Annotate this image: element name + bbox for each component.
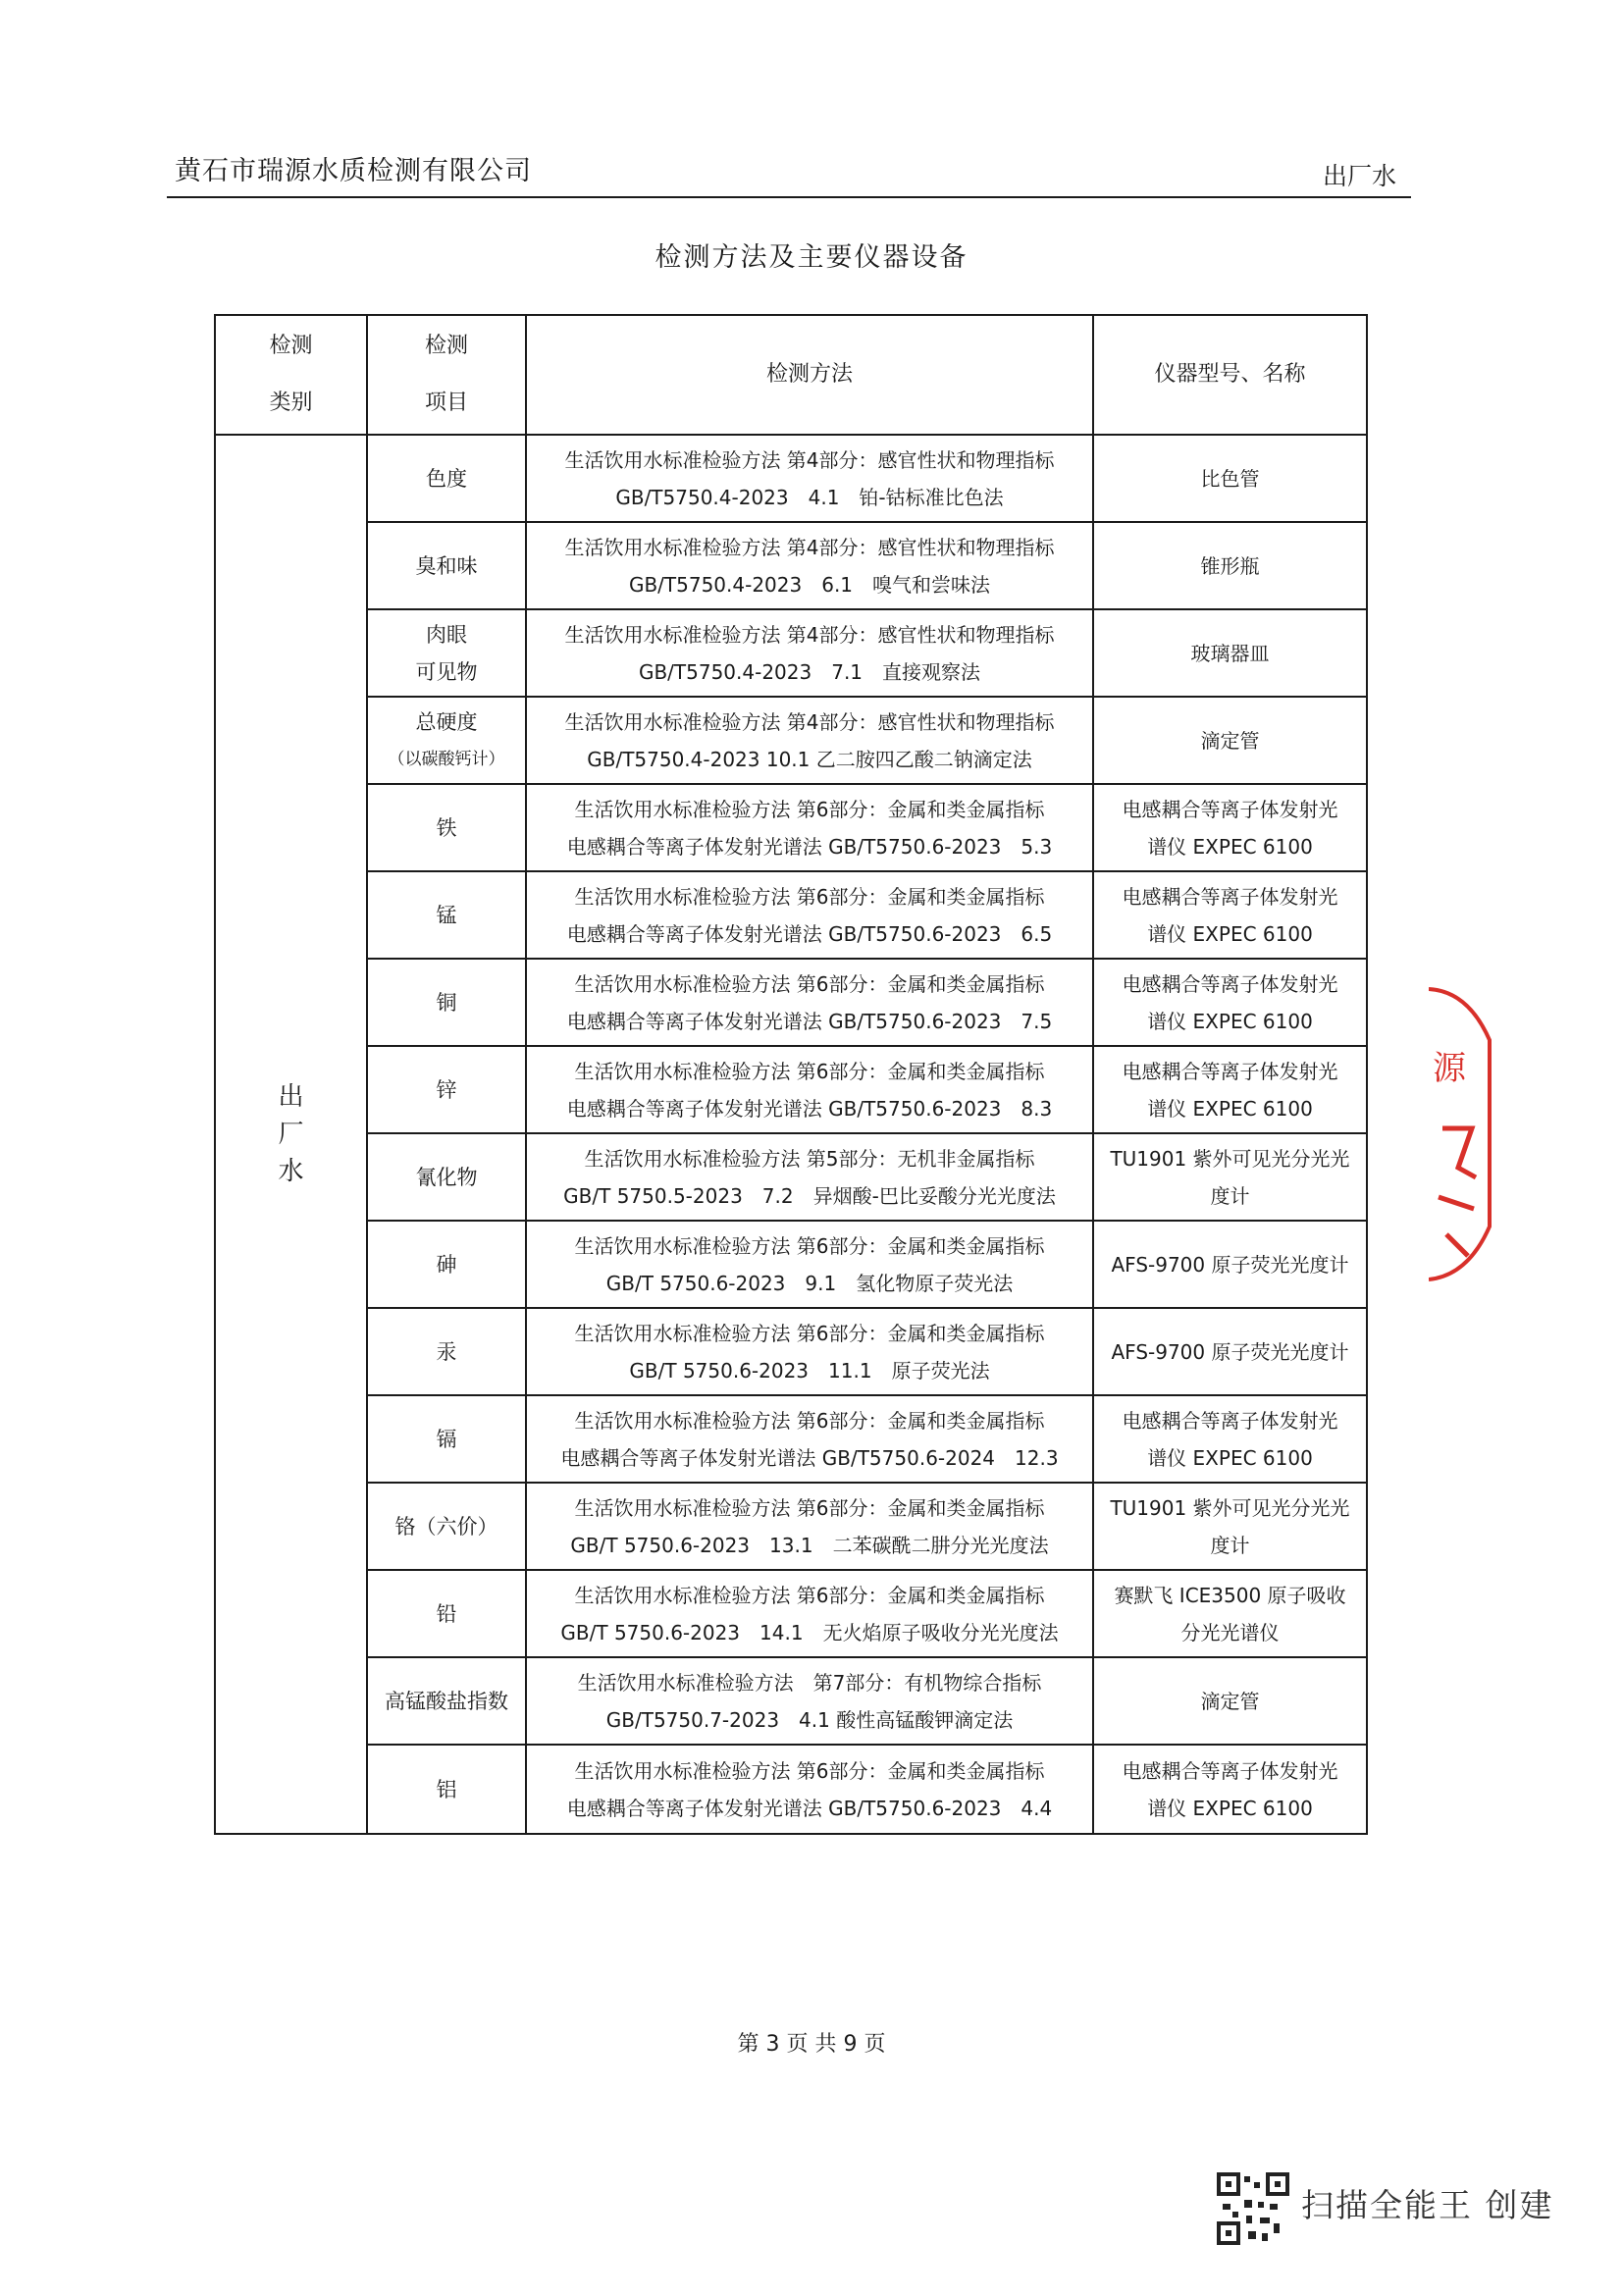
item-name: 镉: [436, 1427, 457, 1451]
method-cell: [526, 1395, 1093, 1483]
instrument-cell: [1093, 522, 1367, 609]
item-name: 铜: [436, 990, 457, 1015]
method-line: GB/T 5750.6-2023 13.1 二苯碳酰二肼分光光度法: [570, 1533, 1049, 1557]
method-line: 生活饮用水标准检验方法 第5部分：无机非金属指标: [584, 1146, 1035, 1171]
table-row: [215, 959, 1367, 1046]
table-row: [215, 871, 1367, 959]
methods-table-container: [214, 314, 1366, 1835]
table-row: [215, 1657, 1367, 1745]
method-line: GB/T 5750.6-2023 14.1 无火焰原子吸收分光光度法: [560, 1620, 1059, 1644]
header-item-line: 检测: [424, 334, 468, 358]
table-row: [215, 1221, 1367, 1308]
method-line: 生活饮用水标准检验方法 第6部分：金属和类金属指标: [574, 1233, 1045, 1258]
item-cell: [367, 609, 526, 697]
instrument-line: 谱仪 EXPEC 6100: [1147, 1445, 1313, 1470]
instrument-line: 玻璃器皿: [1190, 641, 1270, 665]
seal-ring: [1429, 989, 1490, 1279]
method-cell: [526, 435, 1093, 522]
instrument-cell: [1093, 1221, 1367, 1308]
method-line: GB/T5750.4-2023 10.1 乙二胺四乙酸二钠滴定法: [587, 747, 1032, 771]
item-name: 氰化物: [415, 1165, 478, 1189]
item-name: 锰: [436, 903, 457, 927]
instrument-line: 电感耦合等离子体发射光: [1122, 1059, 1338, 1083]
table-row: [215, 1133, 1367, 1221]
instrument-cell: [1093, 959, 1367, 1046]
item-cell: [367, 959, 526, 1046]
instrument-line: 电感耦合等离子体发射光: [1122, 1408, 1338, 1433]
table-row: [215, 784, 1367, 871]
table-row: [215, 1308, 1367, 1395]
item-name: 高锰酸盐指数: [385, 1689, 508, 1713]
instrument-line: 赛默飞 ICE3500 原子吸收: [1114, 1583, 1346, 1607]
table-header-row: [215, 315, 1367, 435]
header-divider: [167, 196, 1411, 198]
item-cell: [367, 1133, 526, 1221]
item-cell: [367, 1745, 526, 1834]
item-name: 铬（六价）: [394, 1514, 498, 1539]
method-cell: [526, 1657, 1093, 1745]
category-char: 厂: [278, 1120, 304, 1149]
method-line: 生活饮用水标准检验方法 第6部分：金属和类金属指标: [574, 884, 1045, 909]
instrument-line: 锥形瓶: [1200, 553, 1260, 578]
method-cell: [526, 1308, 1093, 1395]
method-cell: [526, 871, 1093, 959]
instrument-line: 电感耦合等离子体发射光: [1122, 884, 1338, 909]
item-cell: [367, 435, 526, 522]
instrument-line: 谱仪 EXPEC 6100: [1147, 1096, 1313, 1121]
instrument-line: 滴定管: [1200, 1689, 1260, 1713]
instrument-cell: [1093, 1570, 1367, 1657]
item-name: 臭和味: [415, 553, 478, 578]
item-name: 铁: [436, 815, 457, 840]
item-cell: [367, 522, 526, 609]
item-cell: [367, 1570, 526, 1657]
method-cell: [526, 959, 1093, 1046]
method-cell: [526, 1483, 1093, 1570]
method-line: 电感耦合等离子体发射光谱法 GB/T5750.6-2023 4.4: [566, 1796, 1053, 1820]
instrument-line: 度计: [1210, 1183, 1250, 1208]
instrument-cell: [1093, 1133, 1367, 1221]
method-line: GB/T 5750.5-2023 7.2 异烟酸-巴比妥酸分光光度法: [563, 1183, 1056, 1208]
item-cell: [367, 697, 526, 784]
item-note: （以碳酸钙计）: [388, 749, 505, 769]
header-category: [215, 315, 367, 435]
instrument-cell: [1093, 1657, 1367, 1745]
scanner-watermark: 扫描全能王 创建: [1301, 2186, 1554, 2224]
item-name: 汞: [436, 1339, 457, 1364]
method-line: 生活饮用水标准检验方法 第6部分：金属和类金属指标: [574, 1321, 1045, 1345]
item-name: 铝: [436, 1777, 457, 1801]
table-row: [215, 609, 1367, 697]
method-line: GB/T5750.4-2023 6.1 嗅气和尝味法: [628, 572, 991, 597]
table-row: [215, 1745, 1367, 1834]
instrument-line: 电感耦合等离子体发射光: [1122, 797, 1338, 821]
method-cell: [526, 1133, 1093, 1221]
instrument-line: 分光光谱仪: [1180, 1620, 1280, 1644]
item-cell: [367, 871, 526, 959]
instrument-cell: [1093, 871, 1367, 959]
method-line: GB/T5750.4-2023 7.1 直接观察法: [638, 659, 981, 684]
instrument-line: 比色管: [1200, 466, 1260, 491]
instrument-cell: [1093, 784, 1367, 871]
method-line: 生活饮用水标准检验方法 第4部分：感官性状和物理指标: [564, 535, 1055, 559]
table-row: [215, 435, 1367, 522]
instrument-line: 滴定管: [1200, 728, 1260, 753]
instrument-cell: [1093, 1395, 1367, 1483]
method-line: 生活饮用水标准检验方法 第4部分：感官性状和物理指标: [564, 709, 1055, 734]
instrument-cell: [1093, 1308, 1367, 1395]
table-row: [215, 1395, 1367, 1483]
method-line: 电感耦合等离子体发射光谱法 GB/T5750.6-2023 8.3: [566, 1096, 1053, 1121]
category-char: 水: [278, 1157, 304, 1186]
method-line: 生活饮用水标准检验方法 第6部分：金属和类金属指标: [574, 797, 1045, 821]
item-name: 可见物: [415, 659, 478, 684]
company-name: 黄石市瑞源水质检测有限公司: [175, 156, 532, 186]
table-row: [215, 522, 1367, 609]
method-line: 电感耦合等离子体发射光谱法 GB/T5750.6-2024 12.3: [560, 1445, 1059, 1470]
item-name: 色度: [426, 466, 467, 491]
instrument-line: TU1901 紫外可见光分光光: [1110, 1146, 1350, 1171]
method-line: GB/T 5750.6-2023 9.1 氢化物原子荧光法: [605, 1271, 1014, 1295]
item-name: 肉眼: [426, 622, 467, 647]
table-row: [215, 697, 1367, 784]
instrument-cell: [1093, 697, 1367, 784]
method-cell: [526, 1046, 1093, 1133]
item-cell: [367, 1046, 526, 1133]
method-line: 生活饮用水标准检验方法 第4部分：感官性状和物理指标: [564, 447, 1055, 472]
method-line: 生活饮用水标准检验方法 第6部分：金属和类金属指标: [574, 1758, 1045, 1783]
item-name: 总硬度: [415, 709, 478, 734]
header-category-line: 类别: [269, 391, 313, 415]
category-char: 出: [278, 1082, 304, 1112]
seal-char-1: 源: [1433, 1049, 1466, 1088]
item-cell: [367, 1221, 526, 1308]
header-instrument: 仪器型号、名称: [1093, 315, 1367, 435]
method-line: 生活饮用水标准检验方法 第6部分：金属和类金属指标: [574, 1408, 1045, 1433]
method-line: GB/T5750.7-2023 4.1 酸性高锰酸钾滴定法: [605, 1707, 1014, 1732]
method-cell: [526, 1221, 1093, 1308]
instrument-line: 谱仪 EXPEC 6100: [1147, 834, 1313, 859]
item-cell: [367, 1308, 526, 1395]
instrument-line: AFS-9700 原子荧光光度计: [1111, 1339, 1349, 1364]
instrument-line: 谱仪 EXPEC 6100: [1147, 1796, 1313, 1820]
item-cell: [367, 1483, 526, 1570]
instrument-cell: [1093, 1745, 1367, 1834]
method-line: 生活饮用水标准检验方法 第4部分：感官性状和物理指标: [564, 622, 1055, 647]
instrument-line: 电感耦合等离子体发射光: [1122, 1758, 1338, 1783]
item-name: 铅: [436, 1601, 457, 1626]
instrument-cell: [1093, 1483, 1367, 1570]
header-item-line: 项目: [424, 391, 468, 415]
method-cell: [526, 1745, 1093, 1834]
method-line: 生活饮用水标准检验方法 第6部分：金属和类金属指标: [574, 1059, 1045, 1083]
instrument-cell: [1093, 609, 1367, 697]
seal-mark: [1439, 1128, 1476, 1256]
item-name: 锌: [436, 1077, 457, 1102]
category-cell: [215, 435, 367, 1834]
method-cell: [526, 609, 1093, 697]
method-line: 电感耦合等离子体发射光谱法 GB/T5750.6-2023 7.5: [566, 1009, 1053, 1033]
header-sample-type: 出厂水: [1323, 162, 1397, 190]
method-cell: [526, 697, 1093, 784]
table-row: [215, 1483, 1367, 1570]
instrument-line: 谱仪 EXPEC 6100: [1147, 921, 1313, 946]
method-cell: [526, 522, 1093, 609]
method-cell: [526, 784, 1093, 871]
qr-code-icon: [1217, 2172, 1289, 2245]
table-row: [215, 1570, 1367, 1657]
method-cell: [526, 1570, 1093, 1657]
item-cell: [367, 1395, 526, 1483]
method-line: 电感耦合等离子体发射光谱法 GB/T5750.6-2023 5.3: [566, 834, 1053, 859]
item-cell: [367, 1657, 526, 1745]
method-line: 生活饮用水标准检验方法 第6部分：金属和类金属指标: [574, 971, 1045, 996]
item-cell: [367, 784, 526, 871]
table-row: [215, 1046, 1367, 1133]
method-line: GB/T5750.4-2023 4.1 铂-钴标准比色法: [615, 485, 1004, 509]
page-number: 第 3 页 共 9 页: [737, 2032, 886, 2057]
header-category-line: 检测: [269, 334, 313, 358]
header-method: 检测方法: [526, 315, 1093, 435]
instrument-line: 电感耦合等离子体发射光: [1122, 971, 1338, 996]
instrument-cell: [1093, 435, 1367, 522]
table-body: [215, 435, 1367, 1834]
method-line: 生活饮用水标准检验方法 第6部分：金属和类金属指标: [574, 1495, 1045, 1520]
method-line: 生活饮用水标准检验方法 第6部分：金属和类金属指标: [574, 1583, 1045, 1607]
header-item: [367, 315, 526, 435]
instrument-line: 谱仪 EXPEC 6100: [1147, 1009, 1313, 1033]
method-line: GB/T 5750.6-2023 11.1 原子荧光法: [629, 1358, 990, 1383]
instrument-line: TU1901 紫外可见光分光光: [1110, 1495, 1350, 1520]
instrument-cell: [1093, 1046, 1367, 1133]
instrument-line: AFS-9700 原子荧光光度计: [1111, 1252, 1349, 1277]
methods-table: [214, 314, 1368, 1835]
company-seal-fragment: [1429, 981, 1492, 1285]
method-line: 电感耦合等离子体发射光谱法 GB/T5750.6-2023 6.5: [566, 921, 1053, 946]
method-line: 生活饮用水标准检验方法 第7部分：有机物综合指标: [577, 1670, 1042, 1695]
item-name: 砷: [436, 1252, 457, 1277]
instrument-line: 度计: [1210, 1533, 1250, 1557]
page-title: 检测方法及主要仪器设备: [654, 242, 969, 273]
